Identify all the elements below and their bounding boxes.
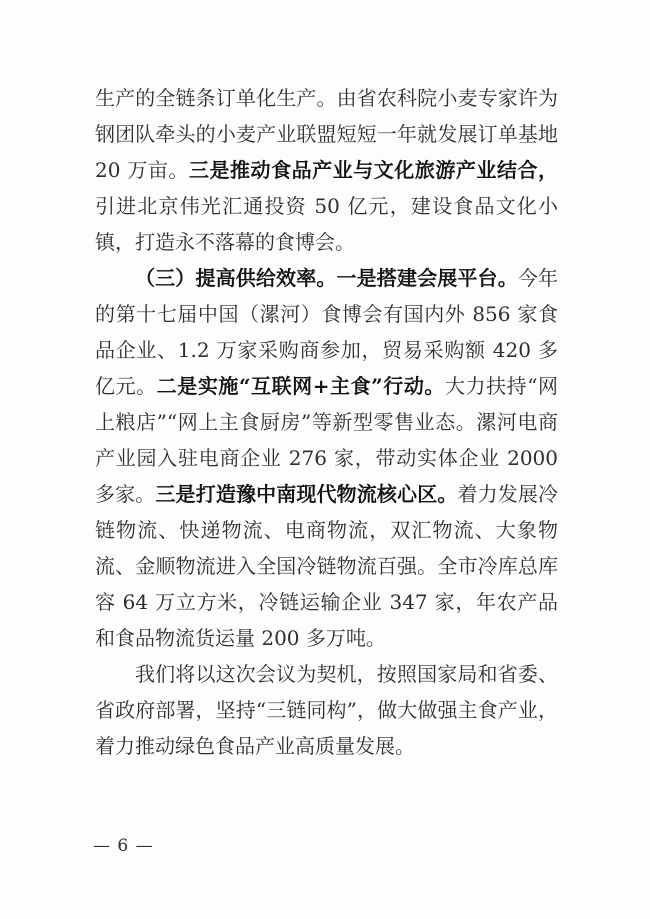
text-run: 今年的第十七届中国（漯河）食博会有国内外 856 家食品企业、1.2 万家采购商参加，贸易采购额 420 多亿元。 [95,266,559,398]
paragraph [95,656,558,764]
text-run: 我们将以这次会议为契机，按照国家局和省委、省政府部署，坚持“三链同构”，做大做强主食产业，着力推动绿色食品产业高质量发展。 [95,662,558,758]
text-run: 生产的全链条订单化生产。由省农科院小麦专家许为钢团队牵头的小麦产业联盟短短一年就发展订单基地 20 万亩。 [95,86,558,182]
bold-text-run: 三是打造豫中南现代物流核心区。 [155,482,458,506]
page-number: — 6 — [93,836,154,856]
document-body [95,80,558,764]
bold-text-run: 二是实施“互联网+主食”行动。 [156,374,445,398]
text-run: 着力发展冷链物流、快递物流、电商物流，双汇物流、大象物流、金顺物流进入全国冷链物流百强。全市冷库总库容 64 万立方米，冷链运输企业 347 家，年农产品和食品物流货运量 200 多万吨。 [95,482,559,650]
text-run: 引进北京伟光汇通投资 50 亿元，建设食品文化小镇，打造永不落幕的食博会。 [95,194,558,254]
bold-text-run: （三）提高供给效率。一是搭建会展平台。 [135,266,518,290]
paragraph [95,80,558,260]
paragraph [95,260,558,656]
bold-text-run: 三是推动食品产业与文化旅游产业结合， [188,158,559,182]
text-run: 大力扶持“网上粮店”“网上主食厨房”等新型零售业态。漯河电商产业园入驻电商企业 276 家，带动实体企业 2000 多家。 [95,374,559,506]
